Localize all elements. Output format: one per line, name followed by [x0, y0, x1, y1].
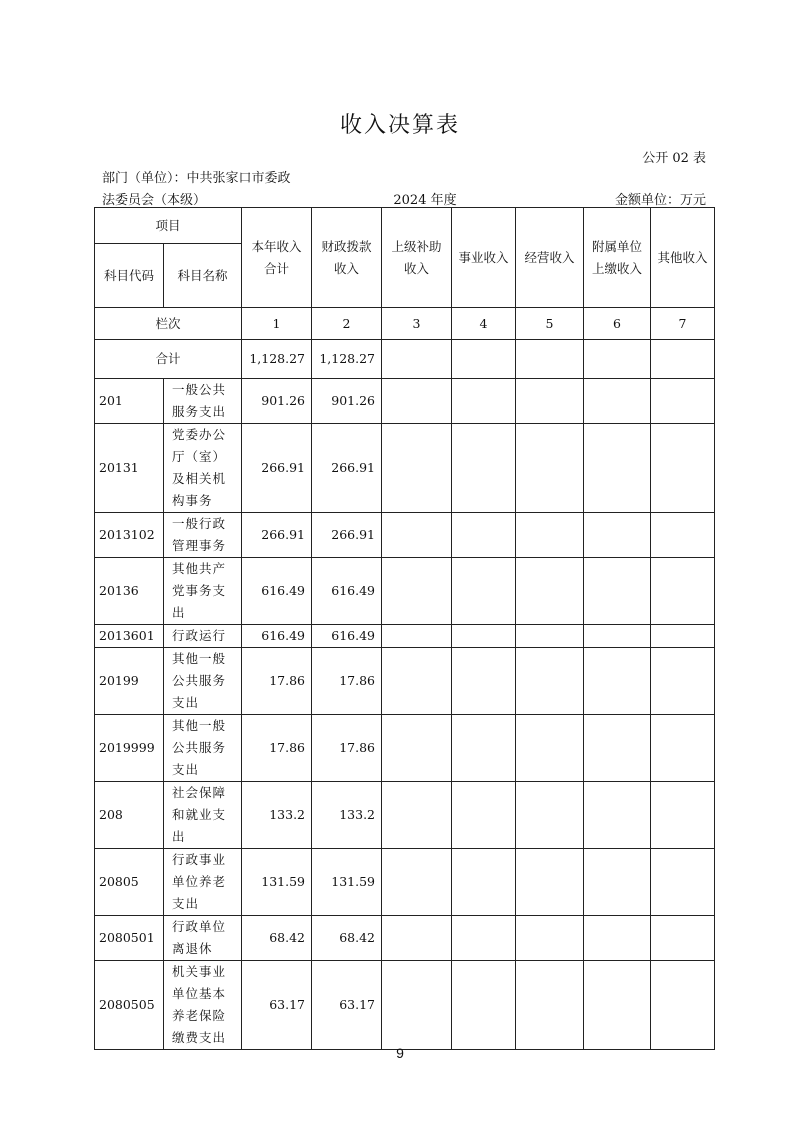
total-col2: 1,128.27 — [312, 340, 382, 379]
row-name: 行政单位离退休 — [164, 916, 242, 961]
row-col1: 266.91 — [242, 424, 312, 513]
row-code: 208 — [95, 782, 164, 849]
col-index-num: 2 — [312, 308, 382, 340]
col-index-num: 1 — [242, 308, 312, 340]
row-code: 2013102 — [95, 513, 164, 558]
row-name: 机关事业单位基本养老保险缴费支出 — [164, 961, 242, 1050]
row-code: 2080501 — [95, 916, 164, 961]
row-col2: 63.17 — [312, 961, 382, 1050]
row-col1: 901.26 — [242, 379, 312, 424]
header-item: 项目 — [95, 208, 242, 244]
total-col1: 1,128.27 — [242, 340, 312, 379]
row-code: 2019999 — [95, 715, 164, 782]
header-name: 科目名称 — [164, 244, 242, 308]
amount-unit: 金额单位：万元 — [614, 193, 706, 208]
row-col1: 17.86 — [242, 648, 312, 715]
row-col1: 266.91 — [242, 513, 312, 558]
row-code: 20199 — [95, 648, 164, 715]
income-table — [94, 207, 715, 1050]
row-col1: 131.59 — [242, 849, 312, 916]
row-col1: 17.86 — [242, 715, 312, 782]
fiscal-year: 2024 年度 — [393, 193, 457, 208]
row-name: 其他一般公共服务支出 — [164, 715, 242, 782]
row-col2: 901.26 — [312, 379, 382, 424]
table-row — [95, 916, 715, 961]
header-col1: 本年收入合计 — [242, 208, 312, 308]
row-code: 2080505 — [95, 961, 164, 1050]
row-col2: 266.91 — [312, 424, 382, 513]
header-col6: 附属单位上缴收入 — [584, 208, 651, 308]
table-row — [95, 849, 715, 916]
table-row — [95, 558, 715, 625]
row-name: 其他一般公共服务支出 — [164, 648, 242, 715]
row-name: 社会保障和就业支出 — [164, 782, 242, 849]
header-col2: 财政拨款收入 — [312, 208, 382, 308]
header-col4: 事业收入 — [452, 208, 516, 308]
row-code: 20805 — [95, 849, 164, 916]
total-label: 合计 — [95, 340, 242, 379]
col-index-num: 4 — [452, 308, 516, 340]
table-row — [95, 648, 715, 715]
table-row — [95, 379, 715, 424]
header-col7: 其他收入 — [651, 208, 715, 308]
row-name: 党委办公厅（室）及相关机构事务 — [164, 424, 242, 513]
header-code: 科目代码 — [95, 244, 164, 308]
row-col1: 616.49 — [242, 558, 312, 625]
row-code: 20136 — [95, 558, 164, 625]
row-name: 行政事业单位养老支出 — [164, 849, 242, 916]
table-row — [95, 715, 715, 782]
row-col1: 616.49 — [242, 625, 312, 648]
row-col2: 131.59 — [312, 849, 382, 916]
table-row — [95, 513, 715, 558]
header-col5: 经营收入 — [516, 208, 584, 308]
row-name: 其他共产党事务支出 — [164, 558, 242, 625]
row-col2: 616.49 — [312, 558, 382, 625]
row-code: 20131 — [95, 424, 164, 513]
header-col3: 上级补助收入 — [382, 208, 452, 308]
col-index-num: 7 — [651, 308, 715, 340]
row-code: 2013601 — [95, 625, 164, 648]
department-line-1: 部门（单位）：中共张家口市委政 — [102, 171, 291, 186]
page-title: 收入决算表 — [339, 113, 460, 138]
row-col2: 133.2 — [312, 782, 382, 849]
page-number: 9 — [396, 1045, 404, 1061]
row-name: 一般行政管理事务 — [164, 513, 242, 558]
row-name: 一般公共服务支出 — [164, 379, 242, 424]
table-row — [95, 782, 715, 849]
table-row — [95, 424, 715, 513]
table-row — [95, 625, 715, 648]
row-col2: 17.86 — [312, 715, 382, 782]
col-index-label: 栏次 — [95, 308, 242, 340]
col-index-num: 3 — [382, 308, 452, 340]
form-number: 公开 02 表 — [642, 151, 706, 166]
row-col1: 133.2 — [242, 782, 312, 849]
row-col2: 68.42 — [312, 916, 382, 961]
row-col2: 266.91 — [312, 513, 382, 558]
row-name: 行政运行 — [164, 625, 242, 648]
row-col1: 63.17 — [242, 961, 312, 1050]
row-col1: 68.42 — [242, 916, 312, 961]
row-col2: 616.49 — [312, 625, 382, 648]
row-col2: 17.86 — [312, 648, 382, 715]
col-index-num: 6 — [584, 308, 651, 340]
department-line-2: 法委员会（本级） — [102, 193, 207, 208]
table-row — [95, 961, 715, 1050]
col-index-num: 5 — [516, 308, 584, 340]
row-code: 201 — [95, 379, 164, 424]
